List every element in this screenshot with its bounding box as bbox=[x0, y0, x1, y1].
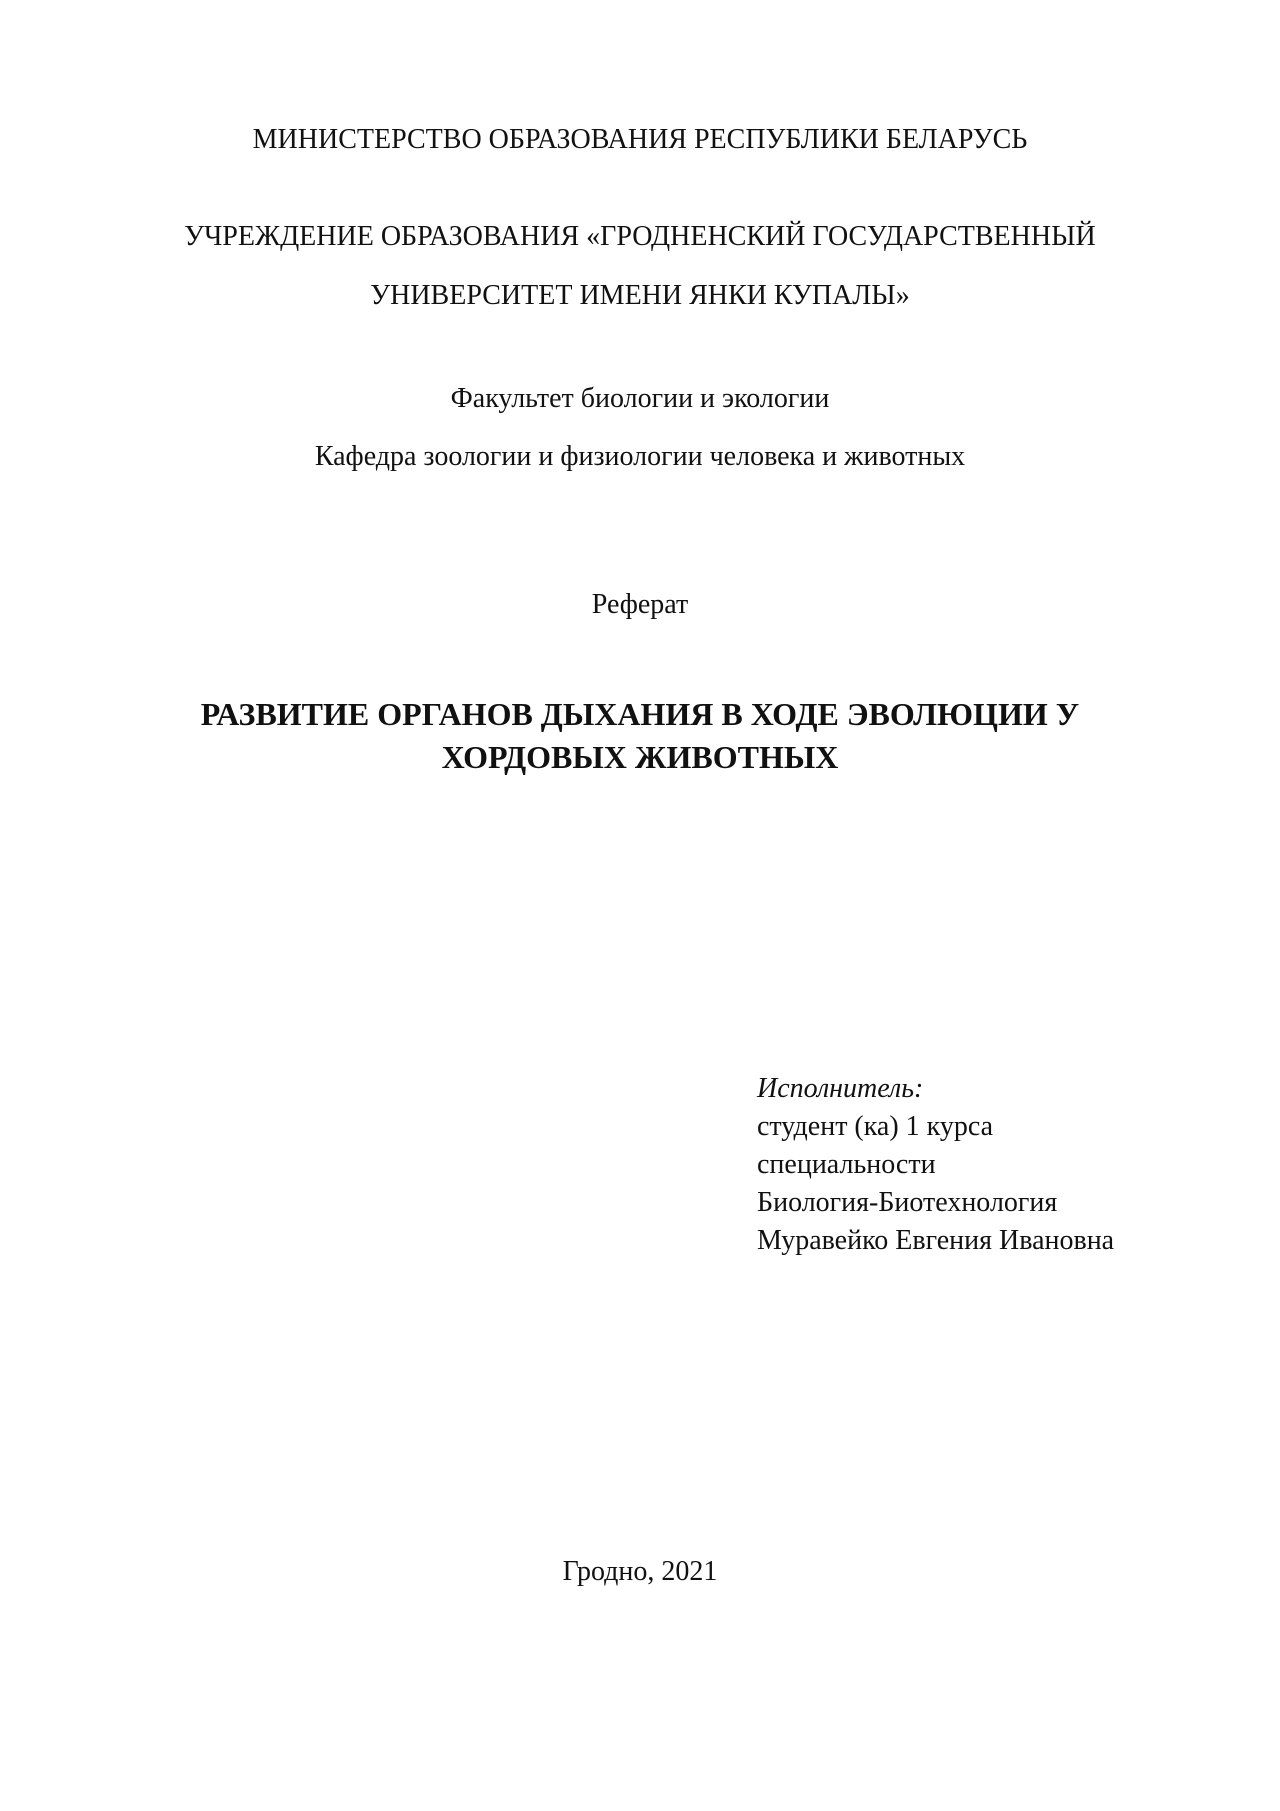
document-title-line1: РАЗВИТИЕ ОРГАНОВ ДЫХАНИЯ В ХОДЕ ЭВОЛЮЦИИ У bbox=[200, 696, 1080, 732]
executor-specialty-label: специальности bbox=[757, 1149, 936, 1180]
institution-heading-line1: УЧРЕЖДЕНИЕ ОБРАЗОВАНИЯ «ГРОДНЕНСКИЙ ГОСУДАРСТВЕННЫЙ bbox=[184, 221, 1096, 252]
department-name: Кафедра зоологии и физиологии человека и животных bbox=[314, 441, 966, 472]
document-title-line2: ХОРДОВЫХ ЖИВОТНЫХ bbox=[441, 739, 839, 775]
executor-name: Муравейко Евгения Ивановна bbox=[757, 1225, 1115, 1256]
executor-course: студент (ка) 1 курса bbox=[757, 1111, 994, 1142]
executor-block bbox=[757, 1070, 1114, 1260]
faculty-name: Факультет биологии и экологии bbox=[450, 383, 830, 414]
document-type: Реферат bbox=[591, 589, 689, 620]
executor-label: Исполнитель: bbox=[757, 1073, 924, 1104]
ministry-heading: МИНИСТЕРСТВО ОБРАЗОВАНИЯ РЕСПУБЛИКИ БЕЛАРУСЬ bbox=[252, 124, 1028, 155]
institution-heading-line2: УНИВЕРСИТЕТ ИМЕНИ ЯНКИ КУПАЛЫ» bbox=[370, 280, 910, 311]
place-year: Гродно, 2021 bbox=[562, 1556, 718, 1587]
executor-specialty: Биология-Биотехнология bbox=[757, 1187, 1058, 1218]
